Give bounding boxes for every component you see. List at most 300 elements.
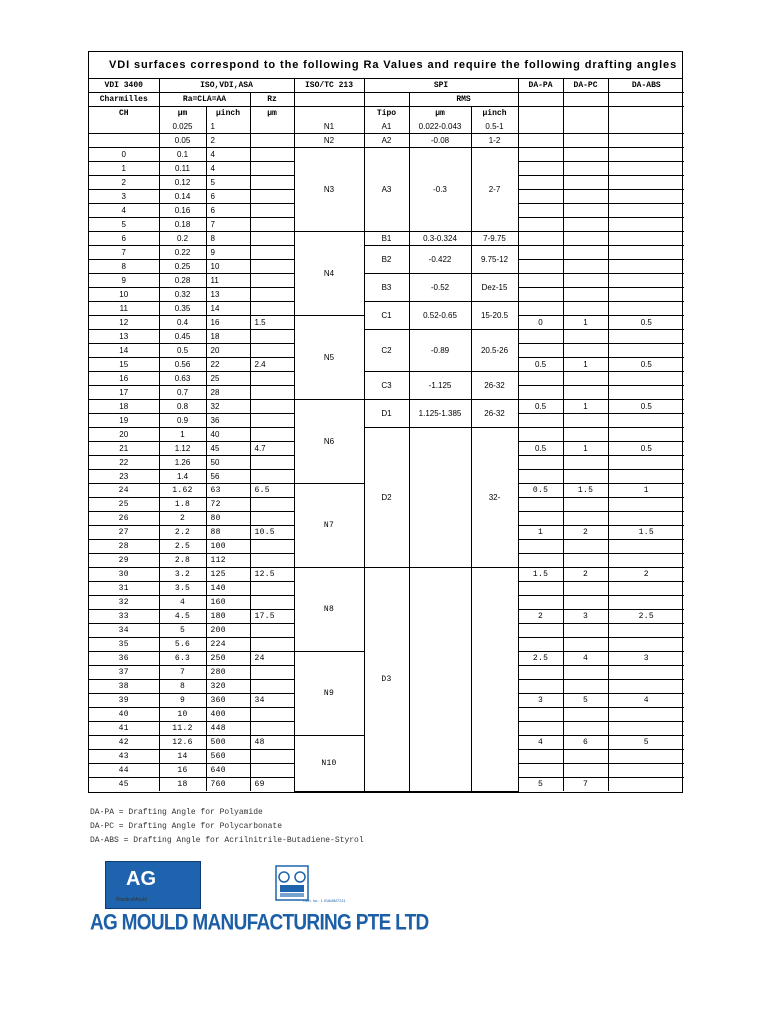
cell-ra-um: 0.8 xyxy=(159,400,206,414)
cell-ra-um: 7 xyxy=(159,666,206,680)
cell-spi-tipo: D3 xyxy=(364,568,409,792)
cell-rz: 1.5 xyxy=(250,316,294,330)
cell-ra-uinch: 36 xyxy=(206,414,250,428)
cell-da-pc xyxy=(563,708,608,722)
cell-ra-uinch: 100 xyxy=(206,540,250,554)
cell-da-pa xyxy=(518,148,563,162)
cell-rz xyxy=(250,624,294,638)
table-body xyxy=(89,120,684,791)
cell-iso-tc: N2 xyxy=(294,134,364,148)
cell-ra-um: 0.2 xyxy=(159,232,206,246)
header-empty-cell xyxy=(608,93,684,107)
cell-rz xyxy=(250,330,294,344)
cell-da-pa xyxy=(518,680,563,694)
cell-ch: 2 xyxy=(89,176,159,190)
cell-da-pa: 2.5 xyxy=(518,652,563,666)
cell-da-abs xyxy=(608,148,684,162)
cell-da-pc xyxy=(563,540,608,554)
cell-da-pa xyxy=(518,204,563,218)
cell-ra-um: 11.2 xyxy=(159,722,206,736)
table-row xyxy=(89,274,684,288)
cell-ra-um: 18 xyxy=(159,778,206,792)
cell-da-pc xyxy=(563,624,608,638)
legend-da-pa: DA-PA = Drafting Angle for Polyamide xyxy=(90,808,263,817)
cell-rz xyxy=(250,582,294,596)
cell-ch: 5 xyxy=(89,218,159,232)
cell-da-pc xyxy=(563,750,608,764)
cell-da-abs xyxy=(608,162,684,176)
cell-da-pc xyxy=(563,162,608,176)
cell-ch: 29 xyxy=(89,554,159,568)
cell-da-abs: 0.5 xyxy=(608,316,684,330)
cell-ra-um: 9 xyxy=(159,694,206,708)
cell-ra-um: 0.11 xyxy=(159,162,206,176)
cell-da-pa: 5 xyxy=(518,778,563,792)
cell-da-abs xyxy=(608,666,684,680)
table-row xyxy=(89,372,684,386)
cell-ra-uinch: 180 xyxy=(206,610,250,624)
cell-da-pc: 1 xyxy=(563,316,608,330)
cell-ch: 10 xyxy=(89,288,159,302)
cell-spi-tipo: D2 xyxy=(364,428,409,568)
cell-da-pa xyxy=(518,176,563,190)
cell-ra-um: 0.32 xyxy=(159,288,206,302)
cell-ch: 9 xyxy=(89,274,159,288)
ra-values-table xyxy=(89,79,684,792)
cell-da-abs xyxy=(608,428,684,442)
cell-ch: 33 xyxy=(89,610,159,624)
cell-iso-tc: N9 xyxy=(294,652,364,736)
cell-spi-um xyxy=(409,428,471,568)
cell-ch: 30 xyxy=(89,568,159,582)
cell-da-abs: 4 xyxy=(608,694,684,708)
cell-da-pa xyxy=(518,302,563,316)
cell-ra-uinch: 200 xyxy=(206,624,250,638)
cell-ra-uinch: 18 xyxy=(206,330,250,344)
cell-rz xyxy=(250,540,294,554)
cell-da-pc xyxy=(563,120,608,134)
cell-spi-um: 0.3-0.324 xyxy=(409,232,471,246)
cell-da-pa xyxy=(518,764,563,778)
header-empty-cell xyxy=(518,93,563,107)
cell-ch: 28 xyxy=(89,540,159,554)
cell-da-abs xyxy=(608,218,684,232)
cell-da-pc: 2 xyxy=(563,526,608,540)
cell-spi-uinch: 0.5-1 xyxy=(471,120,518,134)
cell-ra-uinch: 32 xyxy=(206,400,250,414)
cell-spi-um: 0.022-0.043 xyxy=(409,120,471,134)
cell-rz: 6.5 xyxy=(250,484,294,498)
cell-ch: 32 xyxy=(89,596,159,610)
header-rz: Rz xyxy=(250,93,294,107)
cell-ra-um: 16 xyxy=(159,764,206,778)
legend-da-abs: DA-ABS = Drafting Angle for Acrilnitrile-Butadiene-Styrol xyxy=(90,836,364,845)
cell-ra-um: 0.28 xyxy=(159,274,206,288)
cell-da-pa xyxy=(518,624,563,638)
cell-spi-uinch: 26-32 xyxy=(471,372,518,400)
cell-ch: 1 xyxy=(89,162,159,176)
cell-da-pa xyxy=(518,372,563,386)
cell-ra-uinch: 50 xyxy=(206,456,250,470)
cell-spi-um: -0.52 xyxy=(409,274,471,302)
header-da-pc: DA-PC xyxy=(563,79,608,93)
cell-ch: 41 xyxy=(89,722,159,736)
cell-da-pc: 3 xyxy=(563,610,608,624)
cell-ra-um: 0.5 xyxy=(159,344,206,358)
cell-da-abs xyxy=(608,288,684,302)
cell-rz xyxy=(250,764,294,778)
cell-da-pc xyxy=(563,414,608,428)
cell-ra-um: 1.4 xyxy=(159,470,206,484)
cell-ra-um: 2 xyxy=(159,512,206,526)
cell-ra-uinch: 10 xyxy=(206,260,250,274)
cell-ra-uinch: 22 xyxy=(206,358,250,372)
cell-rz xyxy=(250,638,294,652)
cell-da-abs xyxy=(608,344,684,358)
cell-spi-um: -0.89 xyxy=(409,330,471,372)
cell-da-abs: 2.5 xyxy=(608,610,684,624)
cell-rz xyxy=(250,386,294,400)
cell-da-abs: 0.5 xyxy=(608,442,684,456)
cell-da-abs xyxy=(608,260,684,274)
table-row xyxy=(89,568,684,582)
cell-da-pa: 0.5 xyxy=(518,442,563,456)
header-uinch: µinch xyxy=(206,107,250,121)
cell-rz: 10.5 xyxy=(250,526,294,540)
cell-ra-um: 2.5 xyxy=(159,540,206,554)
cell-ch: 45 xyxy=(89,778,159,792)
cell-ch: 26 xyxy=(89,512,159,526)
cell-ra-uinch: 72 xyxy=(206,498,250,512)
cell-spi-um: -0.08 xyxy=(409,134,471,148)
cell-ra-uinch: 500 xyxy=(206,736,250,750)
header-row-2 xyxy=(89,93,684,107)
cell-ra-uinch: 88 xyxy=(206,526,250,540)
cell-ra-um: 2.2 xyxy=(159,526,206,540)
cell-ch: 20 xyxy=(89,428,159,442)
cell-ch: 12 xyxy=(89,316,159,330)
cell-da-pa: 1.5 xyxy=(518,568,563,582)
cell-ra-uinch: 760 xyxy=(206,778,250,792)
cell-da-abs xyxy=(608,554,684,568)
cell-ra-um: 1 xyxy=(159,428,206,442)
cell-ch: 24 xyxy=(89,484,159,498)
cell-ch: 4 xyxy=(89,204,159,218)
header-row-1 xyxy=(89,79,684,93)
cell-ra-uinch: 45 xyxy=(206,442,250,456)
cell-ra-uinch: 11 xyxy=(206,274,250,288)
cell-da-pc xyxy=(563,148,608,162)
cell-da-abs xyxy=(608,246,684,260)
cell-ra-uinch: 14 xyxy=(206,302,250,316)
cell-ra-um: 3.5 xyxy=(159,582,206,596)
cell-ch: 35 xyxy=(89,638,159,652)
header-ra: Ra=CLA=AA xyxy=(159,93,250,107)
cell-ra-um: 0.35 xyxy=(159,302,206,316)
cell-ra-uinch: 112 xyxy=(206,554,250,568)
header-ch: CH xyxy=(89,107,159,121)
cell-da-abs xyxy=(608,764,684,778)
cell-rz: 4.7 xyxy=(250,442,294,456)
cell-da-abs xyxy=(608,232,684,246)
cell-rz xyxy=(250,750,294,764)
cell-spi-um: -1.125 xyxy=(409,372,471,400)
cell-ra-uinch: 40 xyxy=(206,428,250,442)
cell-iso-tc: N6 xyxy=(294,400,364,484)
cell-da-pc xyxy=(563,680,608,694)
cell-da-pa xyxy=(518,260,563,274)
cell-da-pa: 2 xyxy=(518,610,563,624)
cell-da-pc xyxy=(563,372,608,386)
cell-ch: 37 xyxy=(89,666,159,680)
cell-ra-uinch: 400 xyxy=(206,708,250,722)
cell-spi-uinch: 1-2 xyxy=(471,134,518,148)
cell-rz xyxy=(250,372,294,386)
cell-da-pc xyxy=(563,456,608,470)
cell-da-pa xyxy=(518,414,563,428)
cell-rz xyxy=(250,596,294,610)
cell-da-abs xyxy=(608,190,684,204)
cell-ra-um: 0.22 xyxy=(159,246,206,260)
certification-badge-icon xyxy=(275,865,309,901)
cell-da-abs: 2 xyxy=(608,568,684,582)
cell-da-pc xyxy=(563,582,608,596)
cell-da-pa xyxy=(518,456,563,470)
cell-da-pa xyxy=(518,708,563,722)
cell-da-pa xyxy=(518,554,563,568)
cell-da-abs xyxy=(608,414,684,428)
company-logo xyxy=(90,855,429,936)
cell-da-pc xyxy=(563,302,608,316)
cell-ch: 11 xyxy=(89,302,159,316)
header-da-pa: DA-PA xyxy=(518,79,563,93)
table-row xyxy=(89,134,684,148)
cell-rz: 12.5 xyxy=(250,568,294,582)
cell-da-pc xyxy=(563,190,608,204)
cell-iso-tc: N3 xyxy=(294,148,364,232)
cell-ra-uinch: 7 xyxy=(206,218,250,232)
header-empty-cell xyxy=(294,107,364,121)
cell-ra-uinch: 1 xyxy=(206,120,250,134)
cell-ra-um: 0.1 xyxy=(159,148,206,162)
cell-da-abs: 3 xyxy=(608,652,684,666)
cell-spi-uinch: 7-9.75 xyxy=(471,232,518,246)
cell-da-pa xyxy=(518,666,563,680)
cell-ch: 13 xyxy=(89,330,159,344)
cell-ch: 7 xyxy=(89,246,159,260)
cell-ra-um: 4.5 xyxy=(159,610,206,624)
cell-da-pa xyxy=(518,428,563,442)
cell-da-pc xyxy=(563,386,608,400)
cell-rz xyxy=(250,302,294,316)
table-row xyxy=(89,302,684,316)
cell-spi-um: -0.422 xyxy=(409,246,471,274)
cell-da-pa xyxy=(518,218,563,232)
cell-spi-tipo: C2 xyxy=(364,330,409,372)
cell-ch: 22 xyxy=(89,456,159,470)
cell-spi-tipo: C1 xyxy=(364,302,409,330)
cell-ch: 15 xyxy=(89,358,159,372)
cell-spi-tipo: D1 xyxy=(364,400,409,428)
cell-da-abs xyxy=(608,540,684,554)
cell-ch xyxy=(89,134,159,148)
cell-da-pc xyxy=(563,274,608,288)
cell-da-pc: 1.5 xyxy=(563,484,608,498)
cell-ra-uinch: 125 xyxy=(206,568,250,582)
cell-ra-um: 12.6 xyxy=(159,736,206,750)
cell-ra-uinch: 6 xyxy=(206,190,250,204)
cell-ra-uinch: 16 xyxy=(206,316,250,330)
cell-rz xyxy=(250,176,294,190)
cell-iso-tc: N4 xyxy=(294,232,364,316)
certification-text: Cert. no.: 1 ISAI8M7211 xyxy=(303,898,346,903)
cell-da-pc: 5 xyxy=(563,694,608,708)
ag-logo-subtitle: PlasticsMould xyxy=(116,897,147,903)
cell-da-pa xyxy=(518,750,563,764)
cell-spi-uinch: Dez-15 xyxy=(471,274,518,302)
cell-rz xyxy=(250,134,294,148)
cell-da-pa xyxy=(518,722,563,736)
cell-rz xyxy=(250,400,294,414)
cell-rz: 48 xyxy=(250,736,294,750)
cell-rz xyxy=(250,554,294,568)
cell-da-pc xyxy=(563,428,608,442)
cell-ra-um: 0.4 xyxy=(159,316,206,330)
cell-ra-um: 10 xyxy=(159,708,206,722)
cell-ra-uinch: 448 xyxy=(206,722,250,736)
cell-da-pa xyxy=(518,274,563,288)
cell-da-pc xyxy=(563,176,608,190)
cell-da-pc xyxy=(563,512,608,526)
cell-rz xyxy=(250,246,294,260)
cell-rz xyxy=(250,204,294,218)
cell-ra-um: 0.9 xyxy=(159,414,206,428)
cell-rz xyxy=(250,708,294,722)
cell-da-pa xyxy=(518,246,563,260)
cell-ra-uinch: 9 xyxy=(206,246,250,260)
cell-spi-uinch: 26-32 xyxy=(471,400,518,428)
table-row xyxy=(89,120,684,134)
cell-da-abs xyxy=(608,386,684,400)
cell-ra-uinch: 5 xyxy=(206,176,250,190)
cell-ra-um: 0.56 xyxy=(159,358,206,372)
cell-ra-uinch: 8 xyxy=(206,232,250,246)
cell-ra-um: 5 xyxy=(159,624,206,638)
cell-ch: 27 xyxy=(89,526,159,540)
header-spi: SPI xyxy=(364,79,518,93)
cell-ra-um: 0.025 xyxy=(159,120,206,134)
cell-ra-um: 8 xyxy=(159,680,206,694)
cell-spi-um: -0.3 xyxy=(409,148,471,232)
header-tipo: Tipo xyxy=(364,107,409,121)
cell-spi-uinch: 15-20.5 xyxy=(471,302,518,330)
cell-ch: 19 xyxy=(89,414,159,428)
cell-spi-tipo: C3 xyxy=(364,372,409,400)
cell-ra-uinch: 140 xyxy=(206,582,250,596)
cell-ch: 6 xyxy=(89,232,159,246)
cell-ra-uinch: 280 xyxy=(206,666,250,680)
header-rz-um: µm xyxy=(250,107,294,121)
cell-da-pa xyxy=(518,190,563,204)
cell-rz xyxy=(250,288,294,302)
cell-ra-um: 0.18 xyxy=(159,218,206,232)
cell-da-pa xyxy=(518,512,563,526)
cell-ra-um: 0.45 xyxy=(159,330,206,344)
cell-da-pc xyxy=(563,764,608,778)
cell-ch: 43 xyxy=(89,750,159,764)
header-rms: RMS xyxy=(409,93,518,107)
cell-ch: 3 xyxy=(89,190,159,204)
legend xyxy=(90,806,364,848)
cell-ch: 38 xyxy=(89,680,159,694)
cell-rz xyxy=(250,344,294,358)
cell-da-pa xyxy=(518,498,563,512)
cell-rz xyxy=(250,274,294,288)
table-row xyxy=(89,232,684,246)
cell-da-pc xyxy=(563,330,608,344)
cell-rz: 34 xyxy=(250,694,294,708)
cell-ch: 36 xyxy=(89,652,159,666)
cell-ra-uinch: 360 xyxy=(206,694,250,708)
cell-ra-uinch: 80 xyxy=(206,512,250,526)
cell-ra-um: 0.12 xyxy=(159,176,206,190)
cell-rz: 17.5 xyxy=(250,610,294,624)
cell-ra-um: 0.05 xyxy=(159,134,206,148)
header-um: µm xyxy=(159,107,206,121)
cell-ra-uinch: 28 xyxy=(206,386,250,400)
cell-ch: 42 xyxy=(89,736,159,750)
cell-ch xyxy=(89,120,159,134)
cell-spi-um: 0.52-0.65 xyxy=(409,302,471,330)
cell-da-abs xyxy=(608,778,684,792)
cell-rz xyxy=(250,512,294,526)
cell-da-abs xyxy=(608,722,684,736)
cell-da-abs xyxy=(608,750,684,764)
cell-da-pc: 6 xyxy=(563,736,608,750)
cell-spi-um: 1.125-1.385 xyxy=(409,400,471,428)
cell-iso-tc: N8 xyxy=(294,568,364,652)
header-vdi: VDI 3400 xyxy=(89,79,159,93)
legend-da-pc: DA-PC = Drafting Angle for Polycarbonate xyxy=(90,822,283,831)
cell-ra-uinch: 20 xyxy=(206,344,250,358)
cell-da-pa xyxy=(518,330,563,344)
cell-iso-tc: N7 xyxy=(294,484,364,568)
cell-da-pc xyxy=(563,232,608,246)
cell-iso-tc: N10 xyxy=(294,736,364,792)
cell-ch: 17 xyxy=(89,386,159,400)
cell-da-abs xyxy=(608,302,684,316)
cell-da-abs xyxy=(608,372,684,386)
cell-spi-tipo: A1 xyxy=(364,120,409,134)
cell-ch: 44 xyxy=(89,764,159,778)
header-iso: ISO,VDI,ASA xyxy=(159,79,294,93)
cell-ch: 16 xyxy=(89,372,159,386)
cell-ch: 39 xyxy=(89,694,159,708)
cell-spi-tipo: A2 xyxy=(364,134,409,148)
cell-spi-tipo: B3 xyxy=(364,274,409,302)
cell-da-abs xyxy=(608,274,684,288)
cell-ra-um: 5.6 xyxy=(159,638,206,652)
cell-spi-tipo: B1 xyxy=(364,232,409,246)
cell-rz xyxy=(250,148,294,162)
cell-spi-uinch xyxy=(471,568,518,792)
ag-logo-letters: AG xyxy=(126,868,156,890)
cell-da-abs xyxy=(608,680,684,694)
header-empty-cell xyxy=(563,93,608,107)
cell-spi-uinch: 32- xyxy=(471,428,518,568)
header-row-3 xyxy=(89,107,684,121)
cell-rz xyxy=(250,218,294,232)
